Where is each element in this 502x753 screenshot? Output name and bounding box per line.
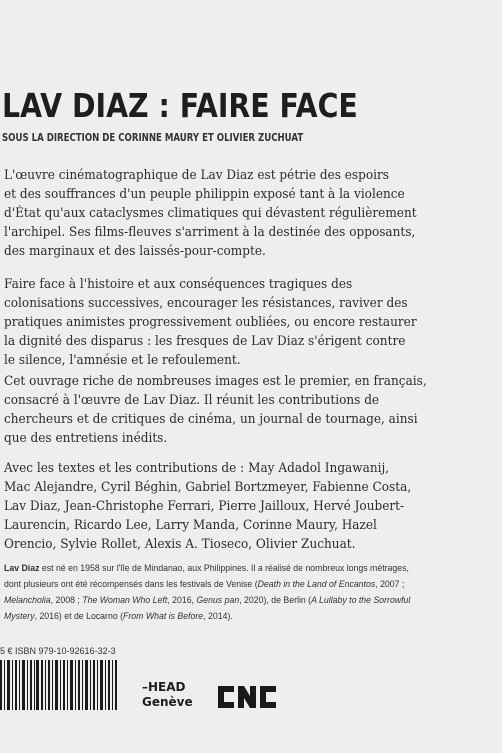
- price-isbn: 5 € ISBN 979-10-92616-32-3: [0, 646, 116, 656]
- text-line: Mac Alejandre, Cyril Béghin, Gabriel Bortzmeyer, Fabienne Costa,: [4, 480, 412, 495]
- bio-text: , 2016,: [167, 595, 197, 606]
- film-title: Death in the Land of Encantos: [257, 579, 376, 590]
- author-name: Lav Diaz: [4, 563, 40, 574]
- film-title: Mystery: [4, 611, 35, 622]
- author-bio: [4, 561, 502, 625]
- head-logo-line: Genève: [142, 695, 193, 709]
- head-geneve-logo: [142, 680, 193, 710]
- text-line: des marginaux et des laissés-pour-compte.: [4, 244, 266, 259]
- text-line: Orencio, Sylvie Rollet, Alexis A. Tioseco, Olivier Zuchuat.: [4, 537, 356, 552]
- text-line: que des entretiens inédits.: [4, 431, 168, 446]
- bio-text: , 2016) et de Locarno (: [34, 611, 124, 622]
- text-line: Faire face à l'histoire et aux conséquences tragiques des: [4, 277, 353, 292]
- bio-text: dont plusieurs ont été récompensés dans les festivals de Venise (: [4, 579, 258, 590]
- bio-text: , 2020), de Berlin (: [239, 595, 312, 606]
- text-line: Cet ouvrage riche de nombreuses images est le premier, en français,: [4, 374, 427, 389]
- paragraph-contributors: [4, 459, 502, 554]
- text-line: la dignité des disparus : les fresques de Lav Diaz s'érigent contre: [4, 334, 406, 349]
- text-line: l'archipel. Ses films-fleuves s'arriment à la destinée des opposants,: [4, 225, 416, 240]
- bio-text: est né en 1958 sur l'île de Mindanao, aux Philippines. Il a réalisé de nombreux longs métrages,: [39, 563, 409, 574]
- paragraph-intro: [4, 166, 502, 261]
- book-title: LAV DIAZ : FAIRE FACE: [2, 86, 358, 125]
- text-line: L'œuvre cinématographique de Lav Diaz est pétrie des espoirs: [4, 168, 389, 183]
- bio-line: [4, 593, 462, 609]
- head-logo-line: –HEAD: [142, 680, 186, 694]
- text-line: pratiques animistes progressivement oubliées, ou encore restaurer: [4, 315, 417, 330]
- paragraph-book: [4, 372, 502, 448]
- bio-text: , 2008 ;: [50, 595, 83, 606]
- bio-text: , 2014).: [203, 611, 233, 622]
- bio-line: [4, 561, 462, 577]
- barcode-icon: [0, 660, 118, 710]
- film-title: The Woman Who Left: [82, 595, 168, 606]
- text-line: consacré à l'œuvre de Lav Diaz. Il réunit les contributions de: [4, 393, 380, 408]
- film-title: From What is Before: [123, 611, 204, 622]
- book-subtitle: SOUS LA DIRECTION DE CORINNE MAURY ET OLIVIER ZUCHUAT: [2, 131, 304, 144]
- bio-line: [4, 577, 462, 593]
- text-line: et des souffrances d'un peuple philippin exposé tant à la violence: [4, 187, 405, 202]
- cnc-logo: [218, 686, 276, 708]
- text-line: Avec les textes et les contributions de : May Adadol Ingawanij,: [4, 461, 390, 476]
- bio-text: , 2007 ;: [375, 579, 405, 590]
- bio-line: [4, 609, 462, 625]
- film-title: A Lullaby to the Sorrowful: [311, 595, 411, 606]
- text-line: chercheurs et de critiques de cinéma, un journal de tournage, ainsi: [4, 412, 418, 427]
- text-line: colonisations successives, encourager les résistances, raviver des: [4, 296, 408, 311]
- text-line: Lav Diaz, Jean-Christophe Ferrari, Pierre Jailloux, Hervé Joubert-: [4, 499, 405, 514]
- film-title: Genus pan: [196, 595, 240, 606]
- text-line: le silence, l'amnésie et le refoulement.: [4, 353, 241, 368]
- paragraph-history: [4, 275, 502, 370]
- text-line: Laurencin, Ricardo Lee, Larry Manda, Corinne Maury, Hazel: [4, 518, 377, 533]
- text-line: d'État qu'aux cataclysmes climatiques qui dévastent régulièrement: [4, 206, 417, 221]
- film-title: Melancholia: [4, 595, 51, 606]
